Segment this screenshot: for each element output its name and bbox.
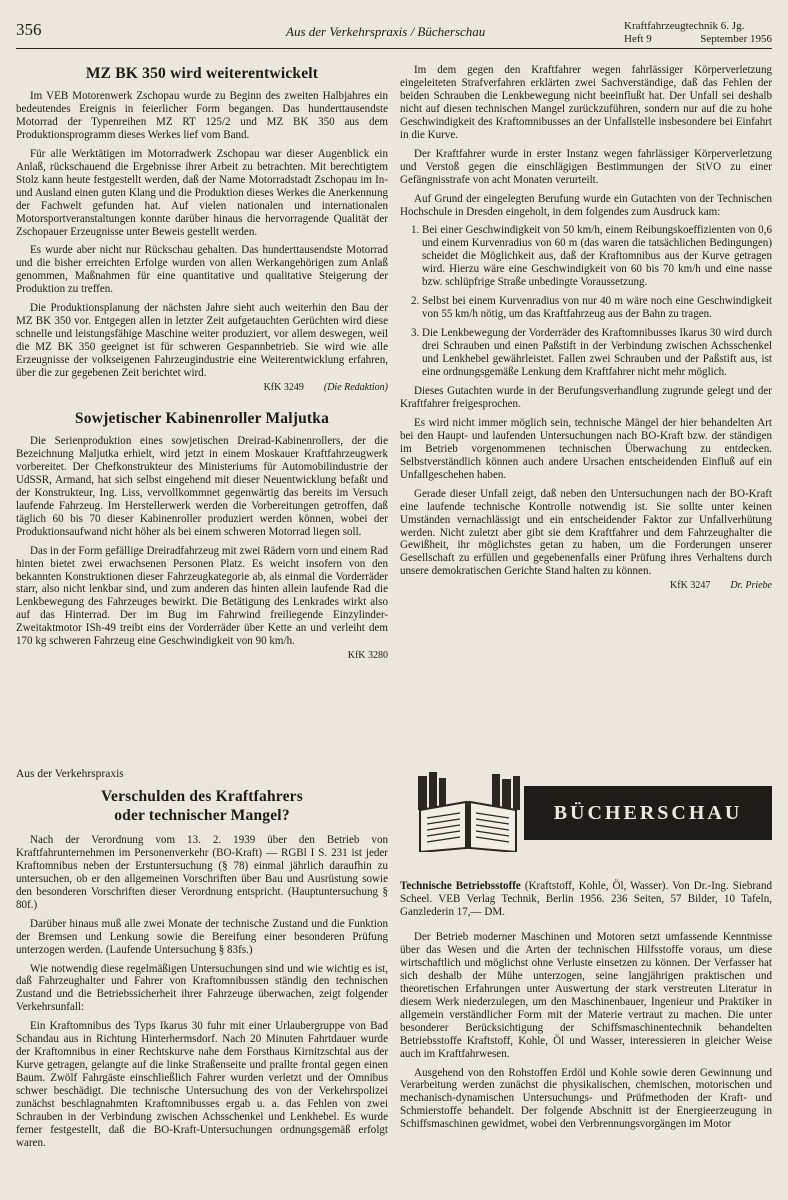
right-column-top bbox=[400, 64, 772, 593]
list-item: 3. Die Lenkbewegung der Vorderräder des Kraftomnibusses Ikarus 30 wird durch drei Schrauben und einen Paßstift in der Verbindung zwischen Achsschenkel und Lenkhebel gewährleistet. Fallen zwei Schrauben und der Paßstift aus, ist eine ordnungsgemäße Lenkung dem Kraftfahrer nicht mehr möglich. bbox=[422, 327, 772, 379]
signature bbox=[16, 382, 388, 395]
reference-code: KfK 3247 bbox=[670, 580, 711, 592]
article-title-line: oder technischer Mangel? bbox=[114, 806, 290, 824]
issue-date: September 1956 bbox=[700, 33, 772, 45]
article-title-line: Verschulden des Kraftfahrers bbox=[101, 787, 303, 805]
book-title: Technische Betriebsstoffe bbox=[400, 880, 521, 892]
book-reference bbox=[400, 880, 772, 919]
running-head: Aus der Verkehrspraxis / Bücherschau bbox=[286, 24, 486, 39]
article-title: Sowjetischer Kabinenroller Maljutka bbox=[74, 409, 330, 427]
books-section-banner: BÜCHERSCHAU bbox=[524, 786, 772, 840]
paragraph: Der Betrieb moderner Maschinen und Motoren setzt umfassende Kenntnisse über das Wesen und die Arten der technischen Hilfsstoffe voraus, um diese wirtschaftlich und möglichst ohne Verluste einsetzen zu können. Der Verfasser hat sich deshalb der Mühe unterzogen, seine langjährigen praktischen und theoretischen Erfahrungen unter Auswertung der stark verstreuten Literatur in diesem Werk niederzulegen, um den Maschinenbauer, Ingenieur und Praktiker in allgemein verständlicher Form mit der Materie vertraut zu machen. Die unter besonderer Berücksichtigung der Schiffsmaschinentechnik behandelten Betriebsstoffe Kraftstoff, Kohle, Öl und Wasser, interessieren in gleicher Weise auch im Kraftfahrwesen. bbox=[400, 931, 772, 1060]
signature bbox=[400, 580, 772, 593]
paragraph: Ausgehend von den Rohstoffen Erdöl und Kohle sowie deren Gewinnung und Verarbeitung werden zunächst die physikalischen, chemischen, motorischen und mechanisch-dynamischen Untersuchungs- und Prüfmethoden der Kraft- und Schmierstoffe behandelt. Der folgende Abschnitt ist der Energieerzeugung in Schiffsmaschinen gewidmet, wobei den Verbrennungsvorgängen im Motor bbox=[400, 1066, 772, 1131]
list-item: 1. Bei einer Geschwindigkeit von 50 km/h, einem Reibungskoeffizienten von 0,6 und einem Kurvenradius von 60 m (das waren die tatsächlichen Bedingungen) scheidet die Möglichkeit aus, daß der Kraftomnibus aus der Kurve getragen wird. Hierzu wäre eine Geschwindigkeit von 60 bis 70 km/h und eine nasse bzw. schlüpfrige Straße unbedingte Voraussetzung. bbox=[422, 224, 772, 289]
list-item: 2. Selbst bei einem Kurvenradius von nur 40 m wäre noch eine Geschwindigkeit von 55 km/h nötig, um das Kraftfahrzeug aus der Bahn zu tragen. bbox=[422, 295, 772, 321]
paragraph: Es wird nicht immer möglich sein, technische Mängel der hier behandelten Art bei den Haupt- und laufenden Untersuchungen nach BO-Kraft bzw. der ständigen im Betrieb vorgenommenen technischen Überwachung zu entdecken. Selbstverständlich können auch andere Ursachen entscheidenden Einfluß auf ein Unfallgeschehen haben. bbox=[400, 416, 772, 481]
byline: (Die Redaktion) bbox=[323, 382, 388, 394]
book-details: (Kraftstoff, Kohle, Öl, Wasser). Von Dr.-Ing. Siebrand Scheel. VEB Verlag Technik, Berlin 1956. 236 Seiten, 57 Bilder, 10 Tafeln, Ganzlederin 17,— DM. bbox=[400, 880, 772, 918]
paragraph: Die Serienproduktion eines sowjetischen Dreirad-Kabinenrollers, der die Bezeichnung Maljutka erhielt, wird jetzt in einem Moskauer Kraftfahrzeugwerk vorbereitet. Der Chefkonstrukteur des Ministeriums für Automobilindustrie der UdSSR, Armand, hat sich selbst eingehend mit dieser Neuentwicklung befaßt und der Konstrukteur, Ing. Liss, vervollkommnet gegenwärtig das bereits im Versuch laufende Fahrzeug. Im Herstellerwerk werden die Vorbereitungen getroffen, daß täglich 60 bis 70 dieser Kabinenroller produziert werden können, wobei der Produktionsaufwand nicht höher als bei einem schweren Motorrad liegen soll. bbox=[16, 434, 388, 538]
paragraph: Darüber hinaus muß alle zwei Monate der technische Zustand und die Funktion der Bremsen und Lenkung sowie die Bereifung einer besonderen Prüfung unterzogen werden. (Laufende Untersuchung § 83fs.) bbox=[16, 917, 388, 956]
paragraph: Der Kraftfahrer wurde in erster Instanz wegen fahrlässiger Körperverletzung und Verstoß gegen die einschlägigen Bestimmungen der StVO zu einer Gefängnisstrafe von acht Monaten verurteilt. bbox=[400, 147, 772, 186]
paragraph: Das in der Form gefällige Dreiradfahrzeug mit zwei Rädern vorn und einem Rad hinten bietet zwei erwachsenen Personen Platz. Es weicht insofern von den bekannten Konstruktionen dieser Fahrzeugkategorie ab, als einmal die Vorderräder starr, also nicht lenkbar sind, und zum anderen das hinten allein laufende Rad die Lenkbewegung des Fahrzeuges bewirkt. Die Betätigung des Lenkrades wirkt also auf das Hinterrad. Der im Bug im Fahrwind freiliegende Einzylinder-Zweitaktmotor ISh-49 treibt eins der Vorderräder über Kette an und verleiht dem 170 kg schweren Fahrzeug eine Geschwindigkeit von 90 km/h. bbox=[16, 544, 388, 648]
expert-findings-list bbox=[400, 224, 772, 378]
paragraph: Auf Grund der eingelegten Berufung wurde ein Gutachten von der Technischen Hochschule in Dresden eingeholt, in dem folgendes zum Ausdruck kam: bbox=[400, 192, 772, 218]
author: Dr. Priebe bbox=[730, 580, 772, 592]
paragraph: Es wurde aber nicht nur Rückschau gehalten. Das hunderttausendste Motorrad und die bisher erreichten Erfolge wurden von allen Werkangehörigen zum Anlaß genommen, Maßnahmen für eine quantitative und qualitative Steigerung der Produktion zu treffen. bbox=[16, 244, 388, 296]
article-title: MZ BK 350 wird weiterentwickelt bbox=[85, 65, 319, 82]
paragraph: Ein Kraftomnibus des Typs Ikarus 30 fuhr mit einer Urlaubergruppe von Bad Schandau aus in Richtung Hinterhermsdorf. Nach 20 Minuten Fahrtdauer wurde der Kraftomnibus in einer Rechtskurve nahe dem Forsthaus Kirnitzschtal aus der Kurve getragen, gelangte auf die linke Straßenseite und prallte frontal gegen einen Baum. Zwölf Fahrgäste einschließlich Fahrer wurden verletzt und der Omnibus schwer beschädigt. Die technische Untersuchung des von der Verkehrspolizei zunächst beschlagnahmten Kraftomnibusses ergab u. a. das Fehlen von zwei Schrauben in der Verbindung zwischen Achsschenkel und Lenkhebel. Es wurde ferner festgestellt, daß die BO-Kraft-Untersuchungen ordnungsgemäß erfolgt waren. bbox=[16, 1020, 388, 1149]
paragraph: Im VEB Motorenwerk Zschopau wurde zu Beginn des zweiten Halbjahres ein bedeutendes Ereignis in feierlicher Form begangen. Das hunderttausendste Motorrad der Typenreihen MZ RT 125/2 und MZ BK 350 aus dem Produktionsprogramm dieses Werkes lief vom Band. bbox=[16, 90, 388, 141]
reference-code: KfK 3249 bbox=[263, 382, 304, 394]
paragraph: Wie notwendig diese regelmäßigen Untersuchungen sind und wie wichtig es ist, daß Fahrzeughalter und Fahrer von Kraftomnibussen ständig den technischen Zustand und die Betriebssicherheit ihrer Fahrzeuge überwachen, zeigt folgender Verkehrsunfall: bbox=[16, 962, 388, 1014]
paragraph: Für alle Werktätigen im Motorradwerk Zschopau war dieser Augenblick ein Anlaß, rückschauend die Ergebnisse ihrer Arbeit zu betrachten. Mit berechtigtem Stolz kann heute festgestellt werden, daß der Name Motorradstadt Zschopau im In- und Ausland einen guten Klang und die Produktion dieses Werkes die Anerkennung der Fachwelt gefunden hat. Auf vielen nationalen und internationalen Motorsportveranstaltungen konnte darüber hinaus die hervorragende Qualität der Zschopauer Erzeugnisse unter Beweis gestellt werden. bbox=[16, 147, 388, 238]
section-kicker: Aus der Verkehrspraxis bbox=[16, 768, 124, 780]
paragraph: Nach der Verordnung vom 13. 2. 1939 über den Betrieb von Kraftfahrunternehmen im Personenverkehr (BO-Kraft) — RGBl I S. 231 ist jeder Kraftomnibus neben der Erstuntersuchung (§ 78) einmal jährlich daraufhin zu untersuchen, ob er den allgemeinen Vorschriften über Bau und Ausrüstung sowie den besonderen Vorschriften dieser Verordnung entspricht. (Hauptuntersuchung § 80f.) bbox=[16, 833, 388, 911]
paragraph: Die Produktionsplanung der nächsten Jahre sieht auch weiterhin den Bau der MZ BK 350 vor. Entgegen allen in letzter Zeit aufgetauchten Gerüchten wird diese schnelle und leistungsfähige Maschine weiter produziert, vor allem deswegen, weil die MZ BK 350 geeignet ist für schweren Gespannbetrieb. Sie wird wie alle Erzeugnisse der volkseigenen Fahrzeugindustrie eine Weiterentwicklung erfahren, über die zur gegebenen Zeit berichtet wird. bbox=[16, 302, 388, 380]
journal-name: Kraftfahrzeugtechnik 6. Jg. bbox=[624, 20, 745, 32]
right-column-bottom bbox=[400, 880, 772, 1137]
paragraph: Gerade dieser Unfall zeigt, daß neben den Untersuchungen nach der BO-Kraft eine laufende technische Kontrolle notwendig ist. Sie sollte unter keinen Umständen vernachlässigt und ein entscheidender Faktor zur Unfallverhütung werden. Nicht zuletzt aber gibt sie dem Kraftfahrer und dem Fahrzeughalter die Gewißheit, ihr möglichstes getan zu haben, um die Forderungen unserer Gesellschaft zu erfüllen und gegebenenfalls einer Prüfung ihres Verhaltens durch unsere demokratischen Gerichte Stand halten zu können. bbox=[400, 487, 772, 578]
open-book-illustration bbox=[412, 770, 524, 852]
signature bbox=[16, 650, 388, 663]
page-header bbox=[16, 22, 772, 49]
left-column-bottom bbox=[16, 768, 388, 1156]
paragraph: Im dem gegen den Kraftfahrer wegen fahrlässiger Körperverletzung eingeleiteten Strafverfahren erklärten zwei Sachverständige, daß das Fehlen der beiden Schrauben die Lenkbewegung nicht beeinflußt hat. Der Unfall sei deshalb nicht auf diesen technischen Mangel zurückzuführen, sondern nur auf die zu hohe Geschwindigkeit des Kraftomnibusses an der Unfallstelle insbesondere bei Einfahrt in die Kurve. bbox=[400, 64, 772, 141]
left-column-top bbox=[16, 64, 388, 663]
paragraph: Dieses Gutachten wurde in der Berufungsverhandlung zugrunde gelegt und der Kraftfahrer freigesprochen. bbox=[400, 384, 772, 410]
issue-number: Heft 9 bbox=[624, 33, 652, 45]
reference-code: KfK 3280 bbox=[347, 650, 388, 662]
journal-info bbox=[624, 20, 772, 46]
page-number: 356 bbox=[16, 20, 42, 39]
